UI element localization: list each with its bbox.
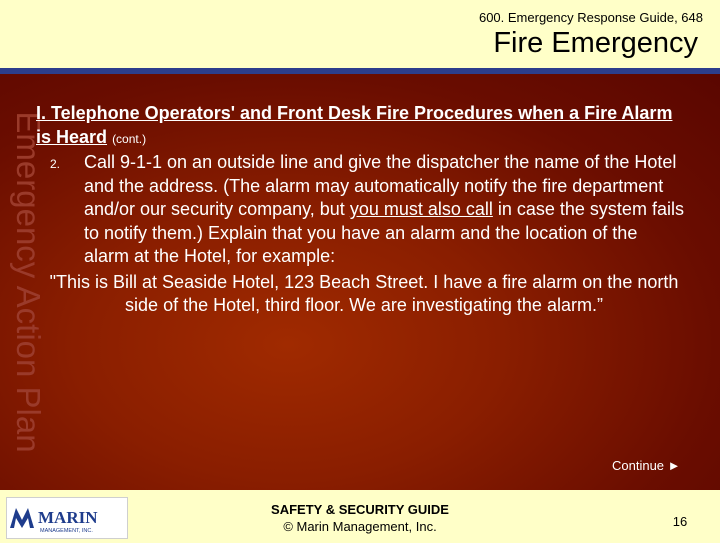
list-item (50, 151, 692, 269)
page-title: Fire Emergency (493, 27, 698, 59)
item-text-part1: Call 9-1-1 on an outside line and give the dispatcher the name of the Hotel and the address. (The alarm may automatically notify the fire department and/or our security company, but (84, 152, 677, 219)
header (0, 0, 720, 68)
logo-graphic (7, 498, 127, 538)
item-text (84, 151, 684, 269)
footer-copyright: © Marin Management, Inc. (283, 519, 437, 534)
item-number: 2. (50, 157, 61, 171)
guide-subtitle: 600. Emergency Response Guide, 648 (478, 10, 703, 25)
side-vertical-title: Emergency Action Plan (10, 111, 47, 453)
example-quote: "This is Bill at Seaside Hotel, 123 Beach Street. I have a fire alarm on the north side of the Hotel, third floor. We are investigating the alarm.” (49, 271, 679, 315)
item-text-part2: in case the system fails to notify them.) Explain that you have an alarm and the location of the alarm at the Hotel, for example: (84, 199, 684, 266)
procedure-content (36, 102, 692, 318)
heading-cont-note: (cont.) (112, 131, 147, 146)
item-text-underlined: you must also call (349, 199, 493, 219)
continue-link[interactable]: Continue ► (612, 458, 681, 473)
heading-text: I. Telephone Operators' and Front Desk Fire Procedures when a Fire Alarm is Heard (36, 103, 673, 147)
company-logo (6, 497, 128, 539)
footer-guide-title: SAFETY & SECURITY GUIDE (271, 502, 449, 517)
logo-subtext: MANAGEMENT, INC. (40, 528, 93, 534)
procedure-heading (36, 102, 692, 151)
page-number: 16 (672, 514, 688, 529)
logo-wordmark: MARIN (38, 508, 98, 527)
